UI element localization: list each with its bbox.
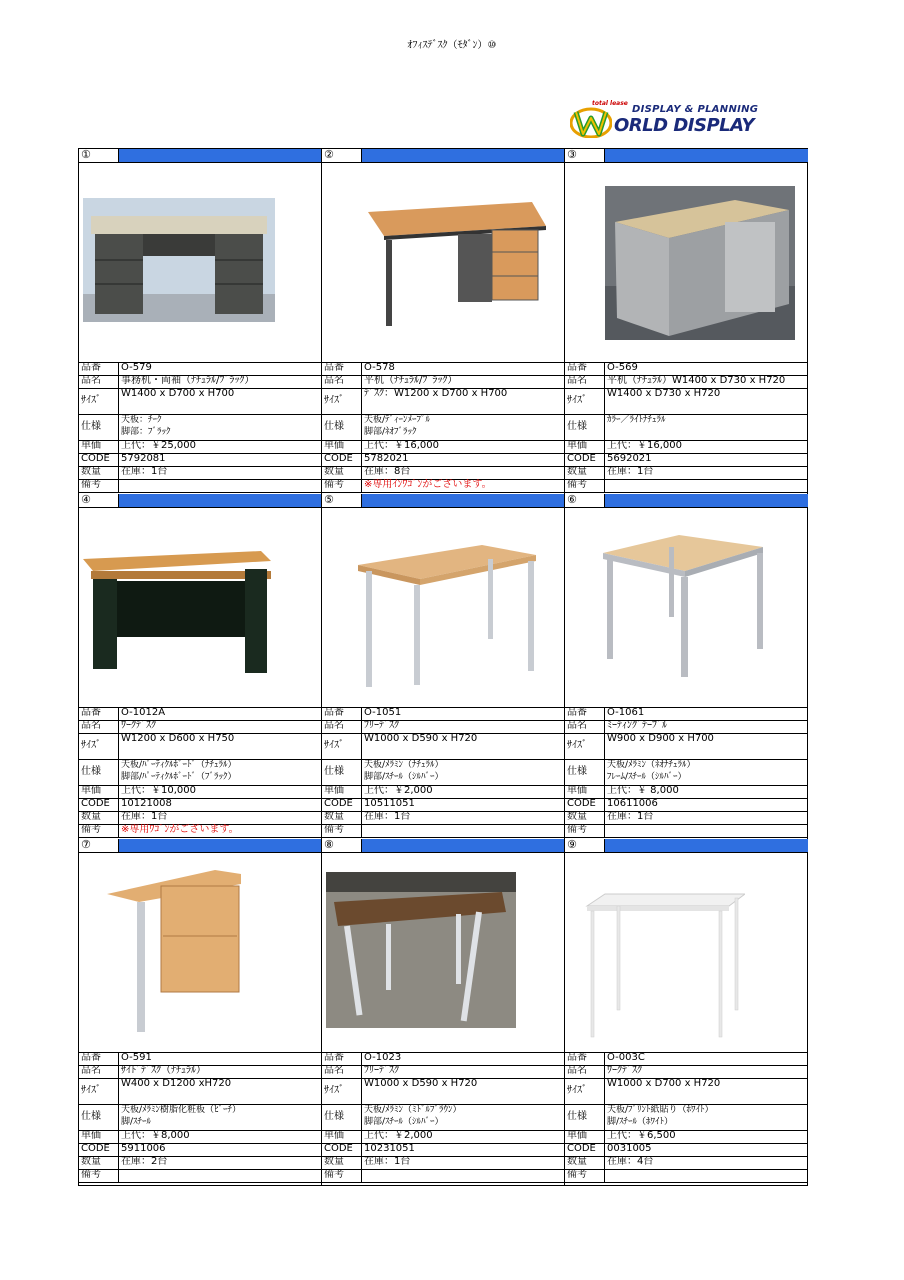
label-qty: 数量 [565,466,605,479]
value-price: 上代：￥ 8,000 [607,785,679,796]
header-bar [362,839,565,852]
label-code: CODE [565,453,605,466]
value-size: W1200 x D600 x H750 [121,733,235,744]
spec-line-1: 天板/ﾒﾗﾐﾝ（ﾐﾄﾞﾙﾌﾞﾗｳﾝ） [364,1105,462,1115]
label-note: 備考 [322,824,362,837]
header-bar [119,839,322,852]
value-note [119,479,322,492]
product-block-row-3 [79,839,807,1185]
item-number: ⑤ [322,494,362,507]
label-price: 単価 [565,785,605,798]
label-spec: 仕様 [322,759,362,785]
label-name: 品名 [79,1065,119,1078]
value-part-no: O-578 [364,362,395,373]
value-size: W1400 x D700 x H700 [121,388,235,399]
label-note: 備考 [565,479,605,492]
spec-line-1: 天板/ﾊﾟｰﾃｨｸﾙﾎﾞｰﾄﾞ（ﾅﾁｭﾗﾙ） [121,760,237,770]
value-code: 10611006 [607,798,658,809]
label-spec: 仕様 [565,1104,605,1130]
label-part-no: 品番 [322,707,362,720]
item-number: ④ [79,494,119,507]
label-part-no: 品番 [565,1052,605,1065]
value-note [605,824,808,837]
value-qty: 在庫：1台 [607,811,654,822]
label-price: 単価 [322,440,362,453]
label-qty: 数量 [79,1156,119,1169]
spec-line-2: 脚部：ﾌﾞﾗｯｸ [121,427,171,437]
header-bar [605,494,808,507]
value-note [362,1169,565,1182]
value-price: 上代：￥16,000 [364,440,439,451]
product-card [565,839,808,1185]
label-price: 単価 [565,440,605,453]
value-qty: 在庫：1台 [364,811,411,822]
label-size: ｻｲｽﾞ [565,1078,605,1104]
label-code: CODE [565,798,605,811]
product-photo [79,852,322,1052]
label-size: ｻｲｽﾞ [79,388,119,414]
value-code: 0031005 [607,1143,652,1154]
label-code: CODE [79,453,119,466]
value-qty: 在庫：1台 [364,1156,411,1167]
value-price: 上代：￥16,000 [607,440,682,451]
logo-small-text: total lease [592,100,628,107]
page-title: ｵﾌｨｽﾃﾞｽｸ（ﾓﾀﾞﾝ）⑩ [407,40,497,51]
value-price: 上代：￥10,000 [121,785,196,796]
label-size: ｻｲｽﾞ [322,1078,362,1104]
header-bar [362,149,565,162]
product-card [79,149,322,494]
value-name: ｻｲﾄﾞﾃﾞｽｸ（ﾅﾁｭﾗﾙ） [121,1065,206,1076]
value-price: 上代：￥6,500 [607,1130,676,1141]
value-spec [605,1104,808,1130]
label-note: 備考 [322,1169,362,1182]
value-part-no: O-579 [121,362,152,373]
spec-line-2: 脚部/ｽﾁｰﾙ（ｼﾙﾊﾞｰ） [364,1117,444,1127]
spec-line-1: 天板/ﾒﾗﾐﾝ樹脂化粧板（ﾋﾞｰﾁ） [121,1105,242,1115]
spec-line-2: 脚/ｽﾁｰﾙ（ﾎﾜｲﾄ） [607,1117,674,1127]
product-block-row-1 [79,149,807,494]
world-display-logo [570,100,810,140]
value-part-no: O-1051 [364,707,402,718]
value-spec [605,414,808,440]
label-note: 備考 [565,824,605,837]
label-note: 備考 [79,479,119,492]
label-name: 品名 [565,1065,605,1078]
label-spec: 仕様 [322,414,362,440]
value-spec [119,414,322,440]
value-part-no: O-1012A [121,707,166,718]
value-part-no: O-1023 [364,1052,402,1063]
label-spec: 仕様 [565,414,605,440]
value-qty: 在庫：2台 [121,1156,168,1167]
label-name: 品名 [322,375,362,388]
label-name: 品名 [79,375,119,388]
product-photo [565,162,808,362]
label-size: ｻｲｽﾞ [322,388,362,414]
item-number: ⑧ [322,839,362,852]
value-note [605,1169,808,1182]
spec-line-1: 天板/ﾒﾗﾐﾝ（ﾅﾁｭﾗﾙ） [364,760,444,770]
value-name: 事務机・両袖（ﾅﾁｭﾗﾙ/ﾌﾞﾗｯｸ） [121,375,255,386]
label-name: 品名 [565,720,605,733]
item-number: ① [79,149,119,162]
label-qty: 数量 [322,811,362,824]
logo-line2: ORLD DISPLAY [614,115,755,136]
label-part-no: 品番 [79,362,119,375]
value-size: W400 x D1200 xH720 [121,1078,232,1089]
logo-line1: DISPLAY & PLANNING [632,104,759,115]
label-code: CODE [79,1143,119,1156]
header-bar [119,149,322,162]
product-photo [79,162,322,362]
value-code: 5692021 [607,453,652,464]
label-qty: 数量 [79,811,119,824]
header-bar [362,494,565,507]
label-code: CODE [322,798,362,811]
label-code: CODE [79,798,119,811]
value-size: W1000 x D700 x H720 [607,1078,721,1089]
value-note [119,1169,322,1182]
label-price: 単価 [322,1130,362,1143]
value-name: ﾌﾘｰﾃﾞｽｸ [364,720,399,731]
value-spec [362,1104,565,1130]
product-card [322,149,565,494]
label-qty: 数量 [322,466,362,479]
value-price: 上代：￥25,000 [121,440,196,451]
value-name: ﾌﾘｰﾃﾞｽｸ [364,1065,399,1076]
label-spec: 仕様 [322,1104,362,1130]
spec-line-2: 脚部/ｽﾁｰﾙ（ｼﾙﾊﾞｰ） [364,772,444,782]
label-name: 品名 [565,375,605,388]
label-part-no: 品番 [565,362,605,375]
value-part-no: O-591 [121,1052,152,1063]
item-number: ③ [565,149,605,162]
value-price: 上代：￥2,000 [364,1130,433,1141]
value-note: ※専用ｲﾝﾜｺﾞﾝがございます。 [364,479,492,490]
label-qty: 数量 [565,1156,605,1169]
label-spec: 仕様 [79,759,119,785]
spec-line-2: 脚部/ﾈｵﾌﾞﾗｯｸ [364,427,417,437]
label-size: ｻｲｽﾞ [565,388,605,414]
label-qty: 数量 [322,1156,362,1169]
label-part-no: 品番 [322,1052,362,1065]
label-size: ｻｲｽﾞ [79,733,119,759]
value-spec [119,1104,322,1130]
spec-line-1: 天板/ﾌﾟﾘﾝﾄ紙貼り（ﾎﾜｲﾄ） [607,1105,714,1115]
spec-line-1: ｶﾗｰ／ﾗｲﾄﾅﾁｭﾗﾙ [607,415,666,425]
label-price: 単価 [79,1130,119,1143]
value-name: 平机（ﾅﾁｭﾗﾙ/ﾌﾞﾗｯｸ） [364,375,458,386]
label-spec: 仕様 [565,759,605,785]
value-code: 5782021 [364,453,409,464]
label-price: 単価 [79,440,119,453]
label-note: 備考 [79,1169,119,1182]
label-spec: 仕様 [79,414,119,440]
product-table [78,148,808,1186]
value-name: ﾜｰｸﾃﾞｽｸ [607,1065,642,1076]
spec-line-1: 天板：ﾁｰｸ [121,415,162,425]
spec-line-2: 脚部/ﾊﾟｰﾃｨｸﾙﾎﾞｰﾄﾞ（ﾌﾞﾗｯｸ） [121,772,237,782]
value-size: ﾃﾞｽｸ：W1200 x D700 x H700 [364,388,508,399]
label-name: 品名 [322,720,362,733]
label-part-no: 品番 [79,707,119,720]
value-part-no: O-569 [607,362,638,373]
header-bar [605,149,808,162]
value-qty: 在庫：1台 [607,466,654,477]
value-size: W900 x D900 x H700 [607,733,714,744]
label-name: 品名 [322,1065,362,1078]
label-price: 単価 [565,1130,605,1143]
product-card [79,494,322,839]
value-name: ﾜｰｸﾃﾞｽｸ [121,720,156,731]
value-code: 10231051 [364,1143,415,1154]
value-price: 上代：￥8,000 [121,1130,190,1141]
product-photo [322,852,565,1052]
label-size: ｻｲｽﾞ [322,733,362,759]
value-qty: 在庫：1台 [121,466,168,477]
value-spec [605,759,808,785]
label-code: CODE [565,1143,605,1156]
value-code: 5911006 [121,1143,166,1154]
product-block-row-2 [79,494,807,839]
product-photo [565,852,808,1052]
product-card [322,839,565,1185]
value-qty: 在庫：8台 [364,466,411,477]
item-number: ⑦ [79,839,119,852]
value-note [362,824,565,837]
label-note: 備考 [79,824,119,837]
header-bar [605,839,808,852]
product-card [322,494,565,839]
item-number: ⑥ [565,494,605,507]
label-part-no: 品番 [565,707,605,720]
label-name: 品名 [79,720,119,733]
spec-line-2: 脚/ｽﾁｰﾙ [121,1117,152,1127]
item-number: ② [322,149,362,162]
label-size: ｻｲｽﾞ [565,733,605,759]
product-photo [322,162,565,362]
value-code: 10121008 [121,798,172,809]
value-name: ﾐｰﾃｨﾝｸﾞﾃｰﾌﾞﾙ [607,720,667,731]
label-spec: 仕様 [79,1104,119,1130]
label-qty: 数量 [565,811,605,824]
item-number: ⑨ [565,839,605,852]
label-code: CODE [322,1143,362,1156]
value-size: W1400 x D730 x H720 [607,388,721,399]
spec-line-2: ﾌﾚｰﾑ/ｽﾁｰﾙ（ｼﾙﾊﾞｰ） [607,772,687,782]
product-card [565,494,808,839]
value-part-no: O-003C [607,1052,645,1063]
value-spec [362,759,565,785]
product-photo [565,507,808,707]
spec-line-1: 天板/ﾃﾞｨｰﾝﾒｰﾌﾟﾙ [364,415,431,425]
label-price: 単価 [79,785,119,798]
value-note [605,479,808,492]
label-qty: 数量 [79,466,119,479]
label-note: 備考 [565,1169,605,1182]
value-code: 10511051 [364,798,415,809]
value-spec [119,759,322,785]
label-size: ｻｲｽﾞ [79,1078,119,1104]
value-qty: 在庫：1台 [121,811,168,822]
product-card [79,839,322,1185]
value-code: 5792081 [121,453,166,464]
value-size: W1000 x D590 x H720 [364,733,478,744]
label-part-no: 品番 [79,1052,119,1065]
value-note: ※専用ﾜｺﾞﾝがございます。 [121,824,239,835]
value-name: 平机（ﾅﾁｭﾗﾙ）W1400 x D730 x H720 [607,375,786,386]
value-price: 上代：￥2,000 [364,785,433,796]
product-photo [79,507,322,707]
value-qty: 在庫：4台 [607,1156,654,1167]
label-price: 単価 [322,785,362,798]
value-part-no: O-1061 [607,707,645,718]
value-spec [362,414,565,440]
product-card [565,149,808,494]
logo-w-mark-icon [570,106,612,138]
product-photo [322,507,565,707]
header-bar [119,494,322,507]
spec-line-1: 天板/ﾒﾗﾐﾝ（ﾈｵﾅﾁｭﾗﾙ） [607,760,696,770]
value-size: W1000 x D590 x H720 [364,1078,478,1089]
label-code: CODE [322,453,362,466]
label-part-no: 品番 [322,362,362,375]
label-note: 備考 [322,479,362,492]
